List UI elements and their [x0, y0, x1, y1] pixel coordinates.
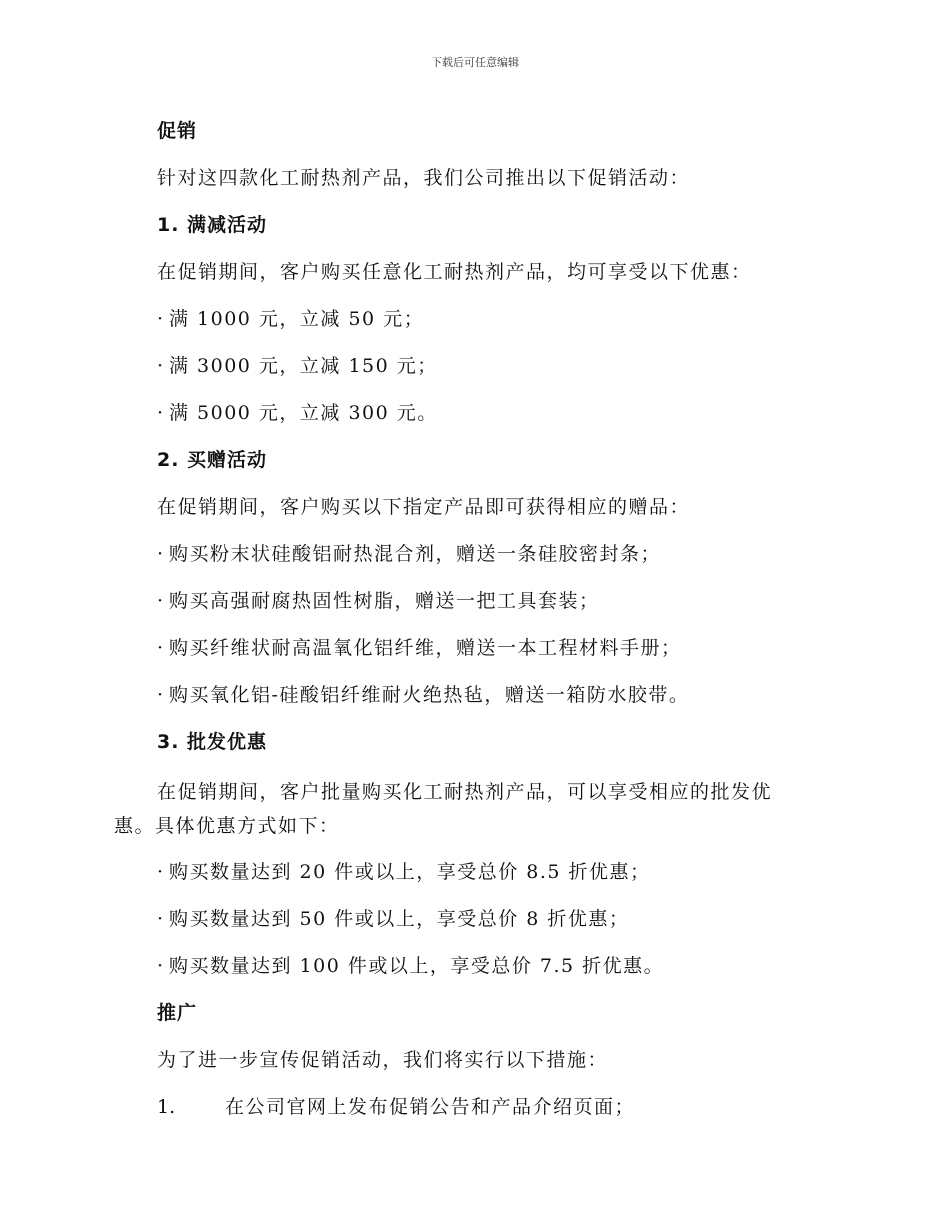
- page-header-note: 下载后可任意编辑: [431, 56, 519, 69]
- bullet-dot: ·: [157, 637, 165, 659]
- bullet-dot: ·: [157, 543, 165, 565]
- bullet-dot: ·: [157, 684, 165, 706]
- bullet-dot: ·: [157, 308, 165, 330]
- marketing-item: 1. 在公司官网上发布促销公告和产品介绍页面；: [157, 1084, 817, 1131]
- discount-item: · 满 3000 元，立减 150 元；: [157, 343, 817, 390]
- list-number: 1.: [157, 1096, 176, 1118]
- wholesale-intro: 在促销期间，客户批量购买化工耐热剂产品，可以享受相应的批发优 惠。具体优惠方式如下：: [114, 781, 773, 837]
- wholesale-item: · 购买数量达到 100 件或以上，享受总价 7.5 折优惠。: [157, 943, 817, 990]
- bullet-dot: ·: [157, 861, 165, 883]
- bullet-dot: ·: [157, 955, 165, 977]
- bullet-dot: ·: [157, 590, 165, 612]
- section-heading-marketing: 推广: [157, 1002, 198, 1024]
- gift-item: · 购买粉末状硅酸铝耐热混合剂，赠送一条硅胶密封条；: [157, 531, 817, 578]
- bullet-dot: ·: [157, 355, 165, 377]
- subheading-gift: 2. 买赠活动: [157, 449, 268, 471]
- section-heading-promotion: 促销: [157, 120, 198, 142]
- marketing-intro: 为了进一步宣传促销活动，我们将实行以下措施：: [157, 1049, 609, 1071]
- subheading-wholesale: 3. 批发优惠: [157, 731, 268, 753]
- subheading-discount: 1. 满减活动: [157, 214, 268, 236]
- gift-item: · 购买氧化铝-硅酸铝纤维耐火绝热毡，赠送一箱防水胶带。: [157, 672, 817, 719]
- wholesale-item: · 购买数量达到 50 件或以上，享受总价 8 折优惠；: [157, 896, 817, 943]
- bullet-dot: ·: [157, 402, 165, 424]
- gift-item: · 购买纤维状耐高温氧化铝纤维，赠送一本工程材料手册；: [157, 625, 817, 672]
- discount-intro: 在促销期间，客户购买任意化工耐热剂产品，均可享受以下优惠：: [157, 261, 752, 283]
- discount-item: · 满 1000 元，立减 50 元；: [157, 296, 817, 343]
- gift-item: · 购买高强耐腐热固性树脂，赠送一把工具套装；: [157, 578, 817, 625]
- discount-item: · 满 5000 元，立减 300 元。: [157, 390, 817, 437]
- promotion-intro: 针对这四款化工耐热剂产品，我们公司推出以下促销活动：: [157, 167, 691, 189]
- gift-intro: 在促销期间，客户购买以下指定产品即可获得相应的赠品：: [157, 496, 691, 518]
- bullet-dot: ·: [157, 908, 165, 930]
- document-body: [114, 108, 817, 1131]
- wholesale-item: · 购买数量达到 20 件或以上，享受总价 8.5 折优惠；: [157, 849, 817, 896]
